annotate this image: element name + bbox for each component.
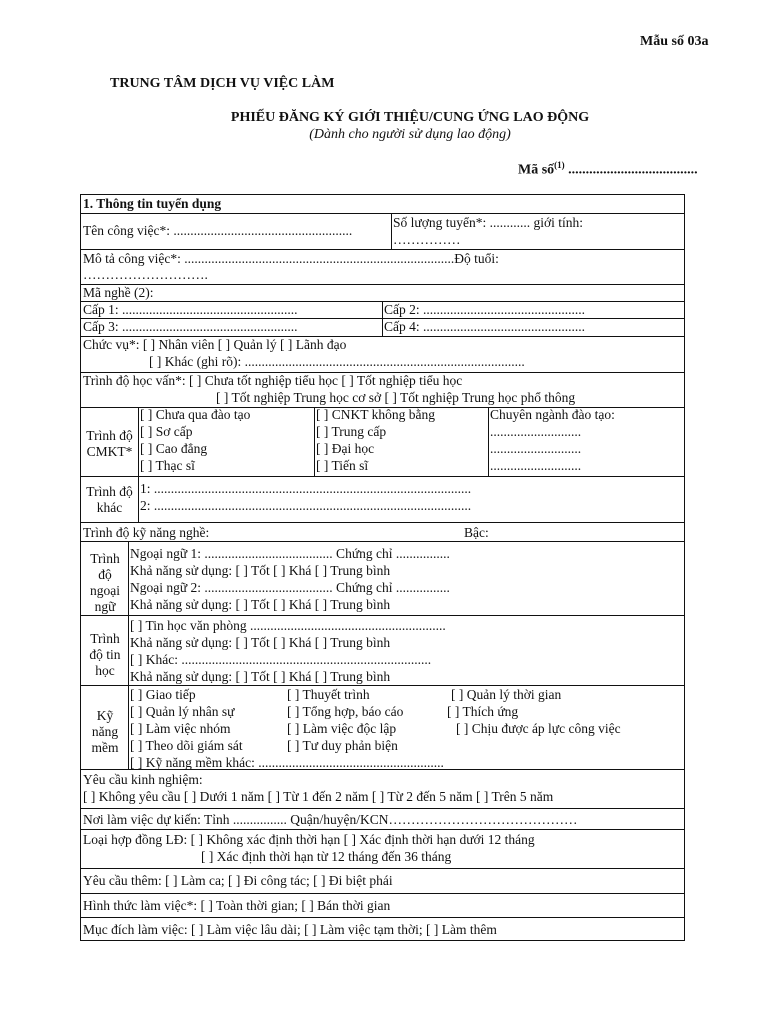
soft-skill-option[interactable]: [ ] Quản lý nhân sự bbox=[130, 704, 235, 719]
work-form-options[interactable]: Hình thức làm việc*: [ ] Toàn thời gian; [ ] Bán thời gian bbox=[83, 898, 391, 913]
col-divider bbox=[128, 541, 129, 769]
row-divider bbox=[81, 249, 684, 250]
contract-options-2[interactable]: [ ] Xác định thời hạn từ 12 tháng đến 36 tháng bbox=[201, 849, 452, 864]
row-divider bbox=[81, 284, 684, 285]
position-options[interactable]: Chức vụ*: [ ] Nhân viên [ ] Quản lý [ ] Lãnh đạo bbox=[83, 337, 347, 352]
soft-skill-option[interactable]: [ ] Tổng hợp, báo cáo bbox=[287, 704, 404, 719]
form-number: Mẫu số 03a bbox=[640, 34, 709, 49]
row-divider bbox=[81, 476, 684, 477]
experience-label: Yêu cầu kinh nghiệm: bbox=[83, 772, 203, 787]
form-title: PHIẾU ĐĂNG KÝ GIỚI THIỆU/CUNG ỨNG LAO ĐỘNG bbox=[230, 110, 590, 125]
row-divider bbox=[81, 522, 684, 523]
row-divider bbox=[81, 917, 684, 918]
major-field[interactable]: ........................... bbox=[490, 424, 582, 439]
row-divider bbox=[81, 541, 684, 542]
cmkt-option[interactable]: [ ] Thạc sĩ bbox=[140, 458, 195, 473]
form-code bbox=[518, 160, 698, 179]
work-purpose-options[interactable]: Mục đích làm việc: [ ] Làm việc lâu dài; [ ] Làm việc tạm thời; [ ] Làm thêm bbox=[83, 922, 497, 937]
education-options[interactable]: Trình độ học vấn*: [ ] Chưa tốt nghiệp tiểu học [ ] Tốt nghiệp tiểu học bbox=[83, 373, 463, 388]
code-dots[interactable]: ..................................... bbox=[564, 162, 698, 178]
other-qualification-1[interactable]: 1: .............................................................................................. bbox=[140, 481, 472, 496]
skill-grade[interactable]: Bậc: bbox=[464, 525, 489, 540]
row-divider bbox=[81, 615, 684, 616]
it-line[interactable]: [ ] Khác: .......................................................................... bbox=[130, 652, 432, 667]
cmkt-option[interactable]: [ ] Đại học bbox=[316, 441, 375, 456]
col-divider bbox=[138, 407, 139, 522]
gender-field[interactable]: …………… bbox=[393, 232, 461, 247]
level-1-field[interactable]: Cấp 1: .................................................... bbox=[83, 302, 298, 317]
cmkt-option[interactable]: [ ] CNKT không bằng bbox=[316, 407, 435, 422]
major-field[interactable]: ........................... bbox=[490, 458, 582, 473]
it-line[interactable]: [ ] Tin học văn phòng .......................................................... bbox=[130, 618, 446, 633]
language-line[interactable]: Ngoại ngữ 1: ...................................... Chứng chỉ ................ bbox=[130, 546, 450, 561]
form-subtitle: (Dành cho người sử dụng lao động) bbox=[309, 127, 511, 142]
cmkt-option[interactable]: [ ] Trung cấp bbox=[316, 424, 387, 439]
education-options-2[interactable]: [ ] Tốt nghiệp Trung học cơ sở [ ] Tốt nghiệp Trung học phổ thông bbox=[216, 390, 576, 405]
col-divider bbox=[488, 407, 489, 476]
soft-skill-option[interactable]: [ ] Tư duy phản biện bbox=[287, 738, 398, 753]
workplace-field[interactable]: Nơi làm việc dự kiến: Tỉnh ................ Quận/huyện/KCN…………………………………… bbox=[83, 812, 578, 827]
col-divider bbox=[391, 213, 392, 249]
job-name-field[interactable]: Tên công việc*: ..................................................... bbox=[83, 223, 353, 238]
job-description-field[interactable]: Mô tả công việc*: ................................................................................Độ tuổi: bbox=[83, 251, 499, 266]
it-line[interactable]: Khả năng sử dụng: [ ] Tốt [ ] Khá [ ] Trung bình bbox=[130, 635, 391, 650]
major-field[interactable]: ........................... bbox=[490, 441, 582, 456]
it-skill-label: Trình độ tin học bbox=[89, 631, 121, 678]
cmkt-option[interactable]: [ ] Tiến sĩ bbox=[316, 458, 369, 473]
soft-skill-option[interactable]: [ ] Thuyết trình bbox=[287, 687, 370, 702]
row-divider bbox=[81, 829, 684, 830]
language-line[interactable]: Khả năng sử dụng: [ ] Tốt [ ] Khá [ ] Trung bình bbox=[130, 563, 391, 578]
vocational-skill-level[interactable]: Trình độ kỹ năng nghề: bbox=[83, 525, 210, 540]
extra-requirements[interactable]: Yêu cầu thêm: [ ] Làm ca; [ ] Đi công tác; [ ] Đi biệt phái bbox=[83, 873, 393, 888]
registration-form bbox=[80, 194, 685, 941]
section-heading: 1. Thông tin tuyển dụng bbox=[83, 196, 222, 211]
occupation-code-label: Mã nghề (2): bbox=[83, 285, 154, 300]
row-divider bbox=[81, 893, 684, 894]
row-divider bbox=[81, 868, 684, 869]
col-divider bbox=[382, 301, 383, 336]
language-line[interactable]: Khả năng sử dụng: [ ] Tốt [ ] Khá [ ] Trung bình bbox=[130, 597, 391, 612]
row-divider bbox=[81, 685, 684, 686]
soft-skill-option[interactable]: [ ] Thích ứng bbox=[447, 704, 519, 719]
contract-options[interactable]: Loại hợp đồng LĐ: [ ] Không xác định thời hạn [ ] Xác định thời hạn dưới 12 tháng bbox=[83, 832, 535, 847]
soft-skill-other[interactable]: [ ] Kỹ năng mềm khác: ....................................................... bbox=[130, 755, 444, 770]
foreign-language-label: Trình độ ngoại ngữ bbox=[90, 551, 120, 614]
cmkt-label: Trình độ CMKT* bbox=[86, 428, 133, 459]
level-3-field[interactable]: Cấp 3: .................................................... bbox=[83, 319, 298, 334]
it-line[interactable]: Khả năng sử dụng: [ ] Tốt [ ] Khá [ ] Trung bình bbox=[130, 669, 391, 684]
organization-name: TRUNG TÂM DỊCH VỤ VIỆC LÀM bbox=[110, 76, 335, 91]
cmkt-option[interactable]: [ ] Chưa qua đào tạo bbox=[140, 407, 251, 422]
soft-skill-option[interactable]: [ ] Giao tiếp bbox=[130, 687, 196, 702]
row-divider bbox=[81, 808, 684, 809]
row-divider bbox=[81, 213, 684, 214]
code-footnote: (1) bbox=[554, 160, 565, 170]
code-label: Mã số bbox=[518, 162, 555, 178]
soft-skill-option[interactable]: [ ] Làm việc độc lập bbox=[287, 721, 397, 736]
major-label: Chuyên ngành đào tạo: bbox=[490, 407, 615, 422]
other-qualification-label: Trình độ khác bbox=[86, 484, 133, 515]
other-qualification-2[interactable]: 2: .............................................................................................. bbox=[140, 498, 472, 513]
age-field[interactable]: ………………………. bbox=[83, 267, 208, 282]
position-other[interactable]: [ ] Khác (ghi rõ): ................................................................................... bbox=[149, 354, 525, 369]
soft-skills-label: Kỹ năng mềm bbox=[91, 708, 119, 755]
soft-skill-option[interactable]: [ ] Theo dõi giám sát bbox=[130, 738, 243, 753]
level-2-field[interactable]: Cấp 2: ................................................ bbox=[384, 302, 585, 317]
cmkt-option[interactable]: [ ] Sơ cấp bbox=[140, 424, 193, 439]
language-line[interactable]: Ngoại ngữ 2: ...................................... Chứng chỉ ................ bbox=[130, 580, 450, 595]
level-4-field[interactable]: Cấp 4: ................................................ bbox=[384, 319, 585, 334]
experience-options[interactable]: [ ] Không yêu cầu [ ] Dưới 1 năm [ ] Từ 1 đến 2 năm [ ] Từ 2 đến 5 năm [ ] Trên 5 năm bbox=[83, 789, 554, 804]
soft-skill-option[interactable]: [ ] Quản lý thời gian bbox=[451, 687, 562, 702]
cmkt-option[interactable]: [ ] Cao đẳng bbox=[140, 441, 208, 456]
soft-skill-option[interactable]: [ ] Chịu được áp lực công việc bbox=[456, 721, 621, 736]
col-divider bbox=[314, 407, 315, 476]
quantity-field[interactable]: Số lượng tuyển*: ............ giới tính: bbox=[393, 215, 583, 230]
soft-skill-option[interactable]: [ ] Làm việc nhóm bbox=[130, 721, 231, 736]
